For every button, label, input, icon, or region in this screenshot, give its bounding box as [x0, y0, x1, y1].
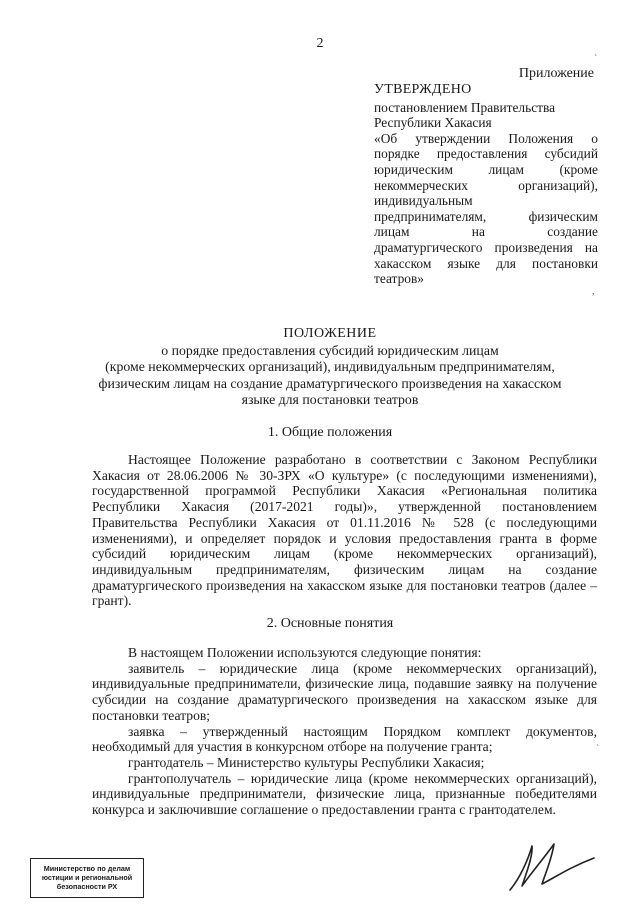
definition-item: заявка – утвержденный настоящим Порядком комплект документов, необходимый для участия в конкурсном отборе на получение гранта;: [92, 723, 597, 755]
approval-block: [374, 82, 598, 287]
approval-line: лицам на создание: [374, 224, 598, 240]
approval-line: юридическим лицам (кроме: [374, 161, 598, 177]
stamp-line: юстиции и региональной: [41, 873, 133, 882]
scan-mark: ,: [592, 286, 595, 297]
approval-title: УТВЕРЖДЕНО: [374, 82, 472, 97]
section-2-body: [92, 645, 600, 818]
approval-line: «Об утверждении Положения о: [374, 130, 598, 146]
approval-line: Республики Хакасия: [374, 115, 492, 131]
definition-item: заявитель – юридические лица (кроме некоммерческих организаций), индивидуальные предприниматели, физические лица, подавшие заявку на получение субсидии на создание драматургического произведения на хакасском языке для постановки театров;: [92, 660, 597, 723]
section-1-heading: 1. Общие положения: [267, 425, 393, 440]
document-subtitle-line: языке для постановки театров: [241, 392, 419, 407]
stamp-line: Министерство по делам: [43, 864, 131, 873]
approval-line: театров»: [374, 271, 424, 287]
document-subtitle-line: физическим лицам на создание драматургического произведения на хакасском: [98, 375, 562, 391]
approval-line: драматургического произведения на: [374, 239, 598, 255]
signature: [502, 838, 602, 898]
document-subtitle-line: (кроме некоммерческих организаций), индивидуальным предпринимателям,: [105, 359, 555, 374]
section-2-heading: 2. Основные понятия: [266, 616, 394, 631]
approval-line: индивидуальным: [374, 193, 473, 209]
approval-line: хакасском языке для постановки: [374, 255, 598, 271]
stamp-line: безопасности РХ: [56, 882, 118, 891]
paragraph: Настоящее Положение разработано в соответствии с Законом Республики Хакасия от 28.06.2006 № 30-ЗРХ «О культуре» (с последующими изменениями), государственной программой Республики Хакасия «Региональная политика Республики Хакасия (2017-2021 годы)», утвержденной постановлением Правительства Республики Хакасия от 01.11.2016 № 528 (с последующими изменениями), и определяет порядок и условия предоставления гранта в форме субсидий юридическим лицам (кроме некоммерческих организаций), индивидуальным предпринимателям, физическим лицам на создание драматургического произведения на хакасском языке для постановки театров (далее – грант).: [92, 452, 597, 609]
document-subtitle-line: о порядке предоставления субсидий юридическим лицам: [161, 342, 499, 358]
ministry-stamp: [30, 858, 144, 898]
page-number: 2: [316, 36, 324, 51]
document-heading: [60, 326, 600, 409]
section-1-body: [92, 452, 597, 609]
approval-line: постановлением Правительства: [374, 99, 556, 115]
scan-mark: `: [596, 744, 600, 755]
approval-line: предпринимателям, физическим: [374, 208, 598, 224]
appendix-label: Приложение: [518, 66, 594, 81]
definition-item: грантополучатель – юридические лица (кроме некоммерческих организаций), индивидуальные предприниматели, физические лица, признанные победителями конкурса и заключившие соглашение о предоставлении гранта с грантодателем.: [92, 770, 597, 818]
scan-mark: `: [594, 54, 598, 65]
document-title: ПОЛОЖЕНИЕ: [283, 326, 377, 341]
approval-line: порядке предоставления субсидий: [374, 146, 598, 162]
paragraph: В настоящем Положении используются следующие понятия:: [128, 645, 482, 660]
definition-item: грантодатель – Министерство культуры Республики Хакасия;: [128, 754, 485, 770]
approval-line: некоммерческих организаций),: [374, 177, 598, 193]
